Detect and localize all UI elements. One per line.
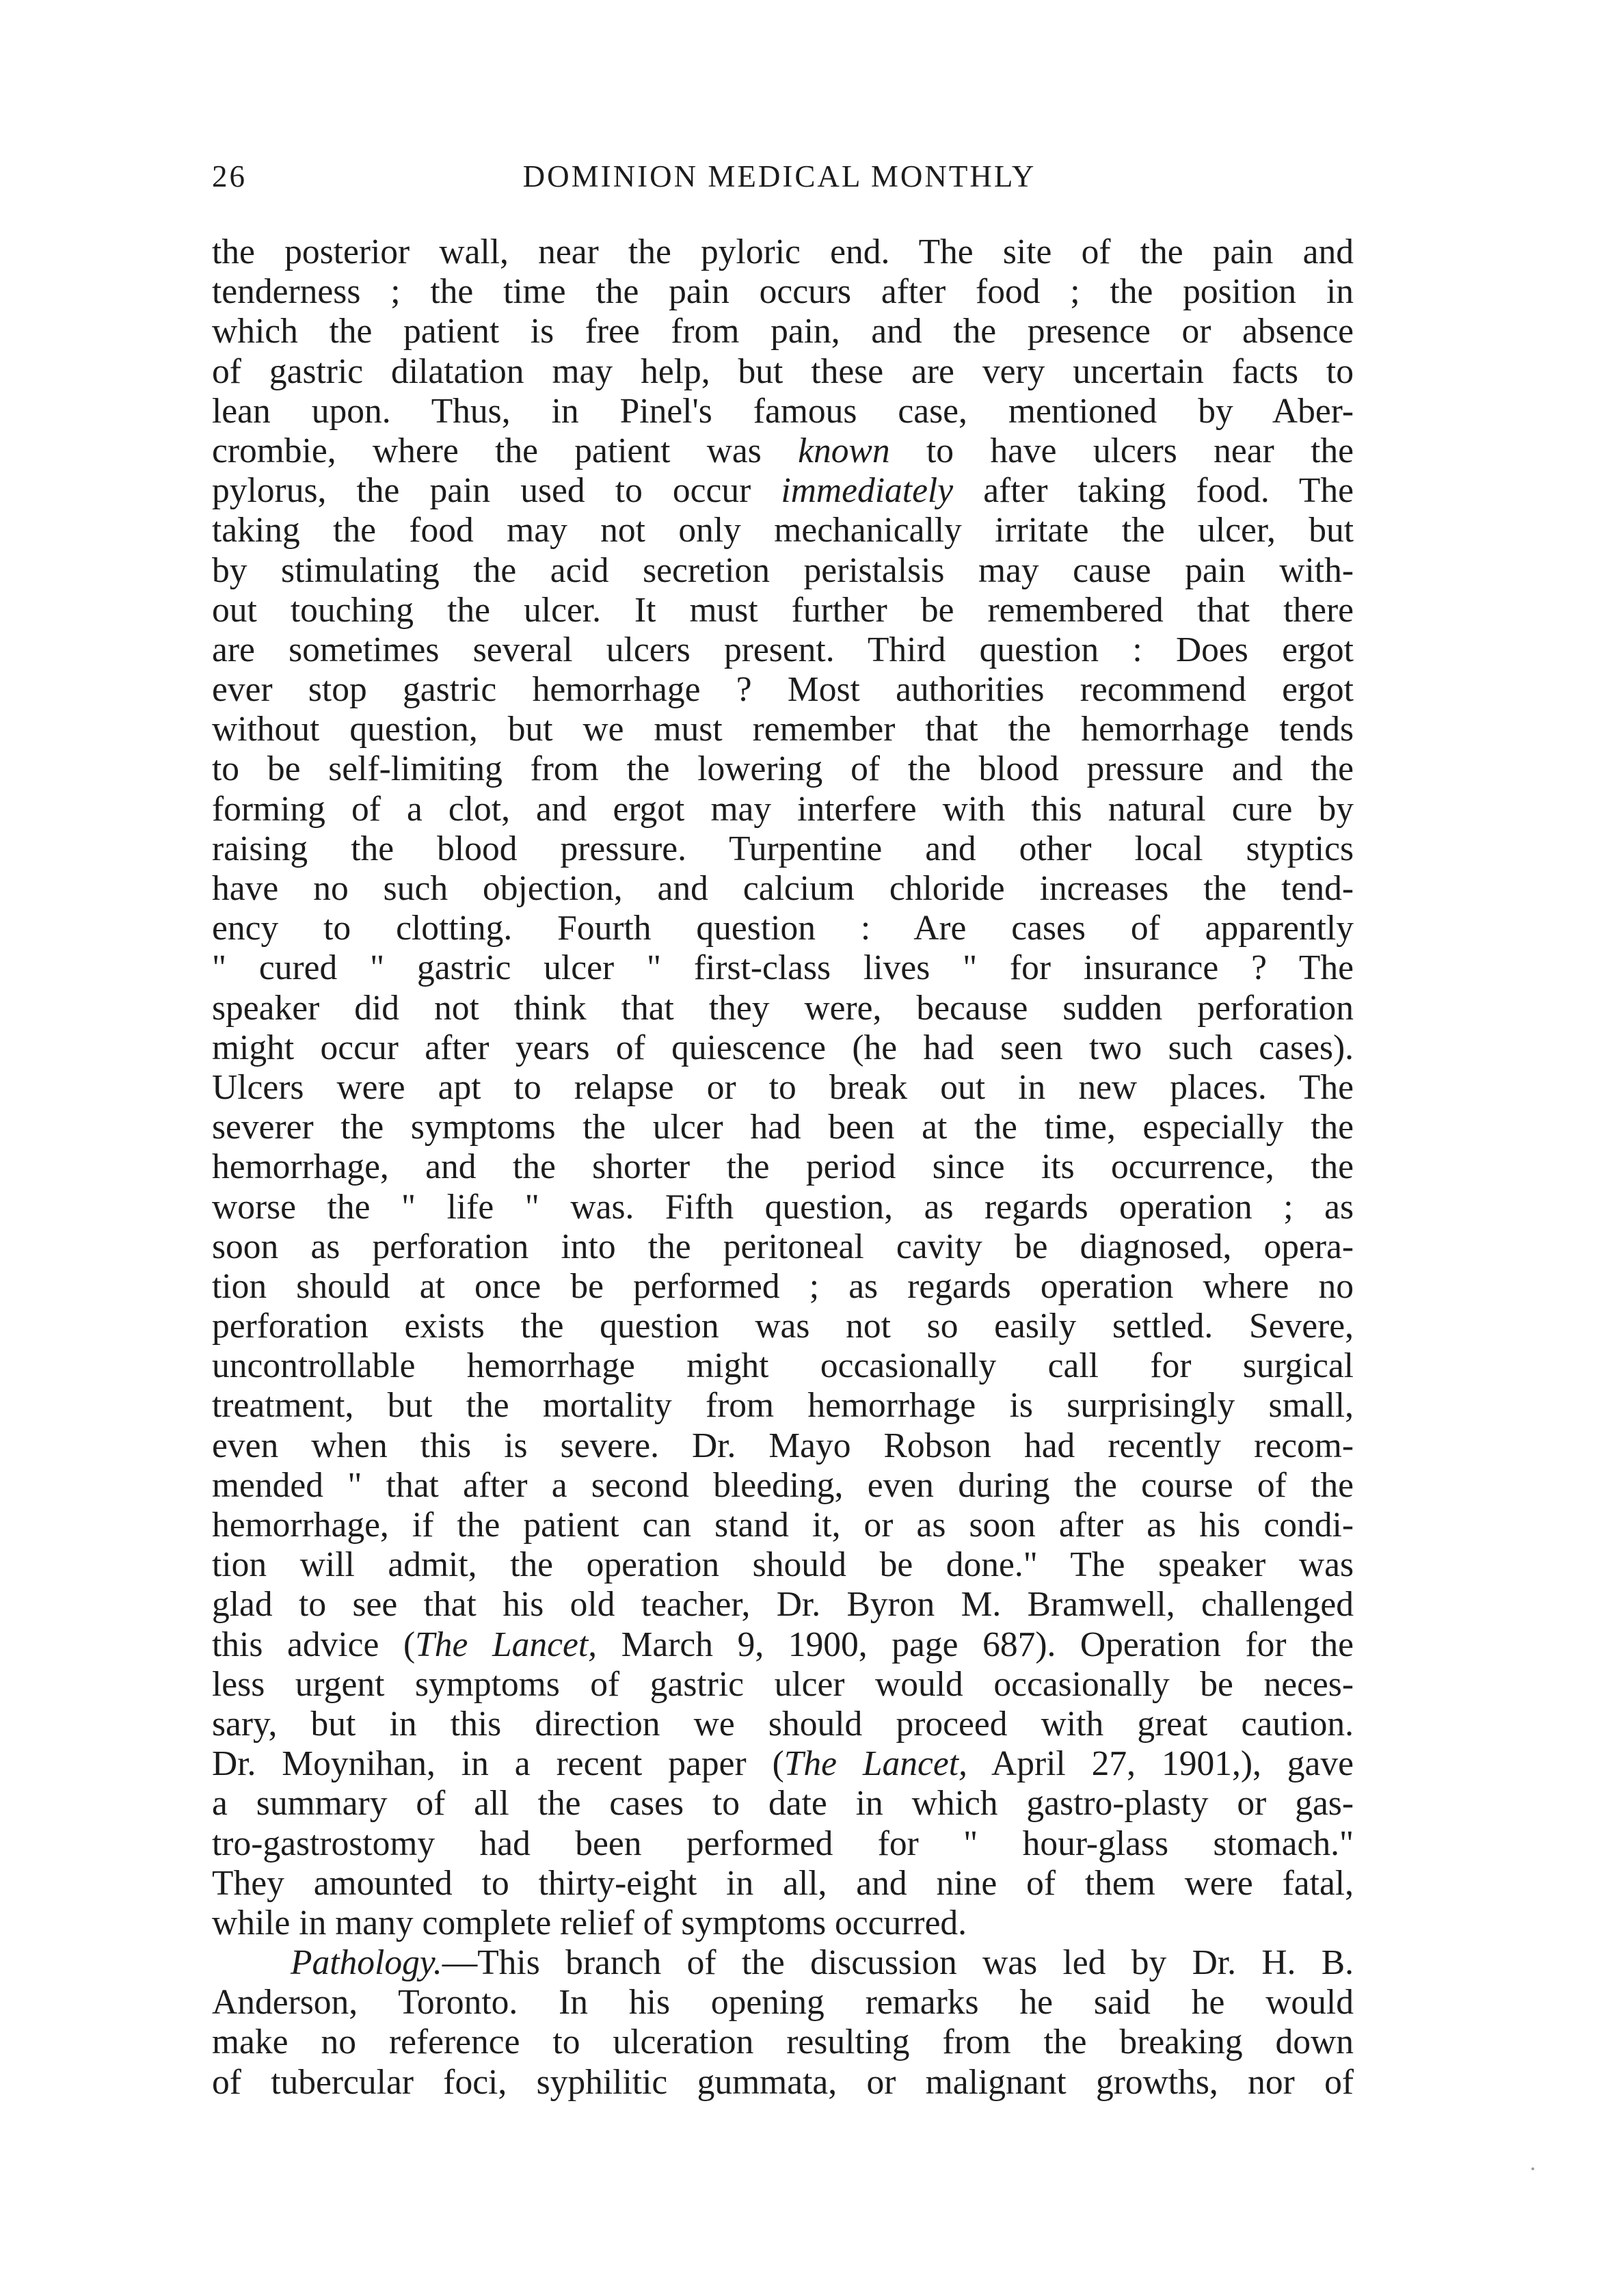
text-line: mended " that after a second bleeding, even during the course of the — [212, 1465, 1354, 1505]
body-text — [212, 232, 1354, 2103]
text-line: severer the symptoms the ulcer had been at the time, especially the — [212, 1108, 1354, 1147]
italic-run: known — [798, 431, 890, 470]
text-line: lean upon. Thus, in Pinel's famous case, mentioned by Aber- — [212, 391, 1354, 431]
text-line: are sometimes several ulcers present. Third question : Does ergot — [212, 630, 1354, 669]
section-heading-line — [212, 1943, 1354, 1983]
text-line: forming of a clot, and ergot may interfere with this natural cure by — [212, 789, 1354, 829]
text-line: taking the food may not only mechanically irritate the ulcer, but — [212, 511, 1354, 550]
text-line: ever stop gastric hemorrhage ? Most authorities recommend ergot — [212, 670, 1354, 710]
text-line: a summary of all the cases to date in which gastro-plasty or gas- — [212, 1784, 1354, 1824]
text-line: raising the blood pressure. Turpentine and other local styptics — [212, 829, 1354, 868]
text-line: make no reference to ulceration resulting from the breaking down — [212, 2023, 1354, 2062]
journal-title: DOMINION MEDICAL MONTHLY — [522, 159, 1036, 193]
text-line: tion will admit, the operation should be done." The speaker was — [212, 1545, 1354, 1585]
italic-run: The Lancet, — [783, 1744, 967, 1784]
text-line: Ulcers were apt to relapse or to break out in new places. The — [212, 1067, 1354, 1107]
text-line: the posterior wall, near the pyloric end. The site of the pain and — [212, 232, 1354, 271]
text-line: of tubercular foci, syphilitic gummata, or malignant growths, nor of — [212, 2062, 1354, 2102]
text-line: hemorrhage, and the shorter the period since its occurrence, the — [212, 1147, 1354, 1187]
text-line: without question, but we must remember that the hemorrhage tends — [212, 710, 1354, 749]
text-run: —This branch of the discussion was led by Dr. H. B. — [442, 1943, 1354, 1983]
text-line: while in many complete relief of symptoms occurred. — [212, 1903, 967, 1943]
page-number: 26 — [212, 159, 247, 193]
text-line: tion should at once be performed ; as regards operation where no — [212, 1266, 1354, 1306]
text-line: ency to clotting. Fourth question : Are cases of apparently — [212, 909, 1354, 948]
text-line: out touching the ulcer. It must further be remembered that there — [212, 590, 1354, 630]
text-line: to be self-limiting from the lowering of the blood pressure and the — [212, 749, 1354, 789]
text-line: treatment, but the mortality from hemorrhage is surprisingly small, — [212, 1386, 1354, 1426]
text-line: speaker did not think that they were, because sudden perforation — [212, 988, 1354, 1028]
text-line: even when this is severe. Dr. Mayo Robson had recently recom- — [212, 1426, 1354, 1465]
text-line: worse the " life " was. Fifth question, as regards operation ; as — [212, 1187, 1354, 1227]
text-line: which the patient is free from pain, and the presence or absence — [212, 312, 1354, 351]
text-line: sary, but in this direction we should proceed with great caution. — [212, 1704, 1354, 1744]
text-line — [212, 1744, 1354, 1784]
text-run: April 27, 1901,), gave — [967, 1744, 1354, 1784]
running-head — [212, 159, 1347, 200]
text-run: March 9, 1900, page 687). Operation for the — [597, 1625, 1354, 1664]
text-run: crombie, where the patient was — [212, 431, 799, 470]
text-line: perforation exists the question was not so easily settled. Severe, — [212, 1307, 1354, 1346]
italic-run: immediately — [781, 471, 954, 511]
text-line: tro-gastrostomy had been performed for " hour-glass stomach." — [212, 1824, 1354, 1863]
text-line: hemorrhage, if the patient can stand it, or as soon after as his condi- — [212, 1506, 1354, 1545]
text-line — [212, 471, 1354, 511]
text-line — [212, 1625, 1354, 1665]
text-line: soon as perforation into the peritoneal cavity be diagnosed, opera- — [212, 1227, 1354, 1266]
italic-run: The Lancet, — [415, 1625, 598, 1664]
text-run: after taking food. The — [953, 471, 1354, 511]
text-run: Dr. Moynihan, in a recent paper ( — [212, 1744, 784, 1784]
text-run: to have ulcers near the — [889, 431, 1354, 470]
text-line: less urgent symptoms of gastric ulcer would occasionally be neces- — [212, 1664, 1354, 1704]
scan-speck — [1531, 2167, 1534, 2170]
text-line — [212, 431, 1354, 471]
text-run: this advice ( — [212, 1625, 416, 1664]
text-line: tenderness ; the time the pain occurs after food ; the position in — [212, 272, 1354, 312]
text-line: Anderson, Toronto. In his opening remarks he said he would — [212, 1983, 1354, 2023]
text-line: " cured " gastric ulcer " first-class lives " for insurance ? The — [212, 948, 1354, 988]
text-line: glad to see that his old teacher, Dr. Byron M. Bramwell, challenged — [212, 1585, 1354, 1625]
section-heading: Pathology. — [291, 1943, 442, 1983]
text-line: might occur after years of quiescence (he had seen two such cases). — [212, 1028, 1354, 1067]
text-line: of gastric dilatation may help, but these are very uncertain facts to — [212, 351, 1354, 391]
text-run: pylorus, the pain used to occur — [212, 471, 781, 511]
text-line: have no such objection, and calcium chloride increases the tend- — [212, 869, 1354, 908]
text-line: They amounted to thirty-eight in all, and nine of them were fatal, — [212, 1863, 1354, 1903]
text-line: by stimulating the acid secretion peristalsis may cause pain with- — [212, 550, 1354, 590]
text-line: uncontrollable hemorrhage might occasionally call for surgical — [212, 1346, 1354, 1386]
